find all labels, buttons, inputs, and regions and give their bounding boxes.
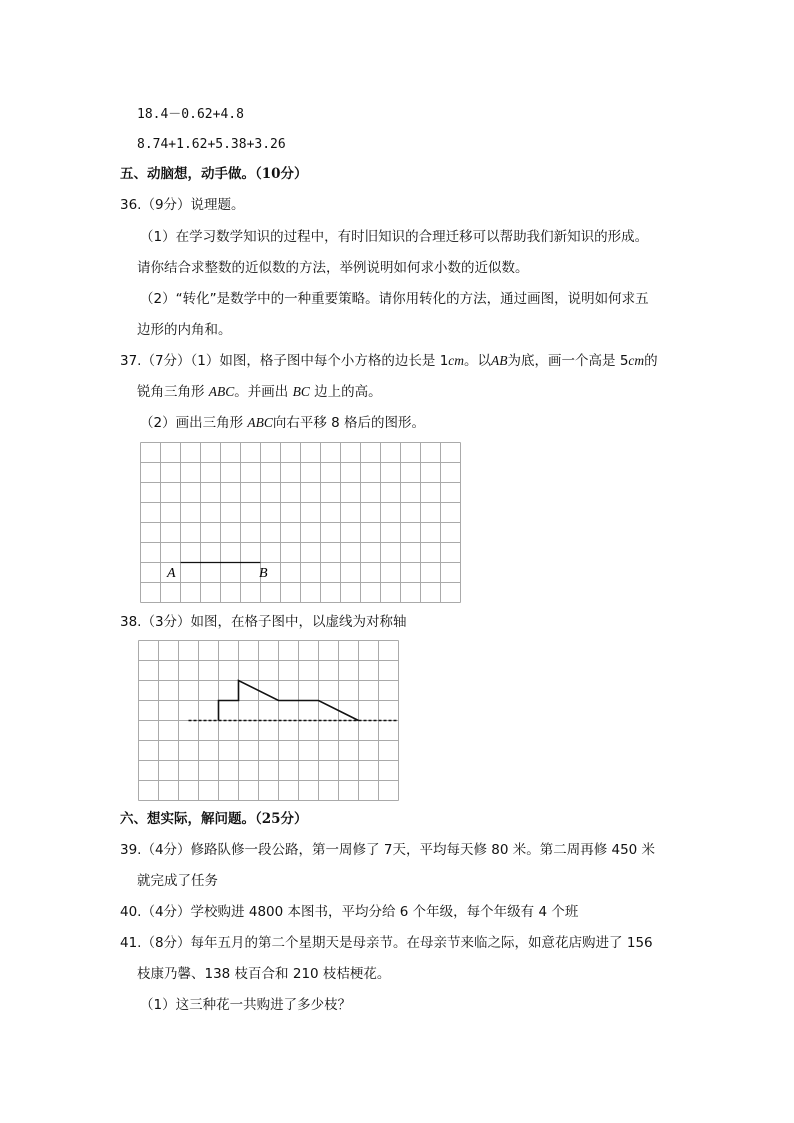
q36-part2-line1: （2）“转化”是数学中的一种重要策略。请你用转化的方法，通过画图，说明如何求五: [140, 291, 649, 307]
triangle-name: ABC: [247, 415, 273, 430]
q36-part1-line2: 请你结合求整数的近似数的方法，举例说明如何求小数的近似数。: [137, 260, 529, 276]
triangle-name: ABC: [208, 384, 235, 399]
q38-title: 38.（3分）如图，在格子图中，以虚线为对称轴: [120, 614, 407, 630]
unit: cm: [448, 353, 465, 368]
q37-text: 。以: [464, 353, 492, 369]
q37-text: （2）画出三角形: [140, 415, 248, 431]
q37-text: 为底，画一个高是 5: [507, 353, 629, 369]
q37-grid: [141, 443, 461, 603]
q37-text: 锐角三角形: [137, 384, 209, 400]
q37-text: 向右平移 8 格后的图形。: [272, 415, 426, 431]
q37-text: 的: [644, 353, 658, 369]
q41-line2: 枝康乃馨、138 枝百合和 210 枝桔梗花。: [137, 966, 391, 982]
segment-name: BC: [292, 384, 310, 399]
segment-name: AB: [491, 353, 508, 368]
q39-line1: 39.（4分）修路队修一段公路，第一周修了 7天，平均每天修 80 米。第二周再修 450 米: [120, 842, 656, 858]
expression-2: 8.74+1.62+5.38+3.26: [137, 137, 286, 152]
q38-grid: [139, 641, 399, 801]
q41-line1: 41.（8分）每年五月的第二个星期天是母亲节。在母亲节来临之际，如意花店购进了 156: [120, 935, 653, 951]
q37-text: 。并画出: [234, 384, 293, 400]
unit: cm: [628, 353, 645, 368]
point-b-label: B: [259, 566, 268, 581]
q39-line2: 就完成了任务: [137, 873, 218, 889]
section-6-heading: 六、想实际，解问题。（25分）: [120, 811, 308, 827]
q36-part2-line2: 边形的内角和。: [137, 322, 232, 338]
q37-text: 37.（7分）（1）如图，格子图中每个小方格的边长是 1: [120, 353, 449, 369]
q40-line1: 40.（4分）学校购进 4800 本图书，平均分给 6 个年级，每个年级有 4 个班: [120, 904, 579, 920]
expression-1: 18.4－0.62+4.8: [137, 107, 244, 122]
section-5-heading: 五、动脑想，动手做。（10分）: [120, 166, 308, 182]
q41-sub1: （1）这三种花一共购进了多少枝？: [140, 997, 352, 1013]
q36-title: 36.（9分）说理题。: [120, 197, 245, 213]
q36-part1-line1: （1）在学习数学知识的过程中，有时旧知识的合理迁移可以帮助我们新知识的形成。: [140, 229, 649, 245]
q37-text: 边上的高。: [309, 384, 382, 400]
point-a-label: A: [167, 566, 176, 581]
